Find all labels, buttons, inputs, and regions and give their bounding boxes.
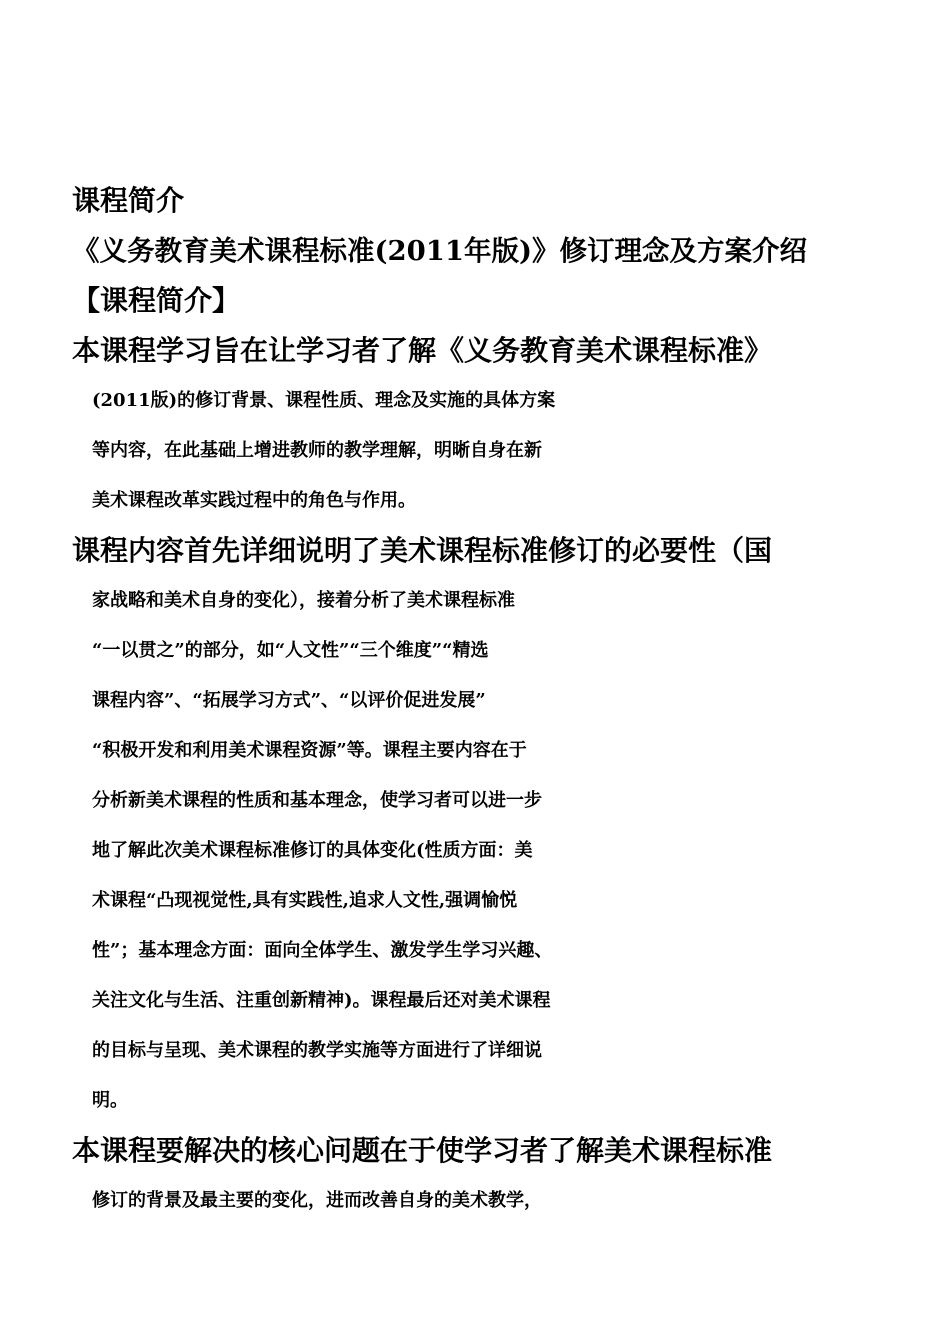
paragraph-content xyxy=(72,526,812,1126)
paragraph-line: 明。 xyxy=(92,1090,128,1111)
paragraph-line: 本课程要解决的核心问题在于使学习者了解美术课程标准 xyxy=(72,1134,773,1167)
paragraph-line: 分析新美术课程的性质和基本理念，使学习者可以进一步 xyxy=(92,790,542,811)
paragraph-line: 本课程学习旨在让学习者了解《义务教育美术课程标准》 xyxy=(72,334,773,367)
paragraph-line: 的目标与呈现、美术课程的教学实施等方面进行了详细说 xyxy=(92,1040,542,1061)
paragraph-line: 关注文化与生活、注重创新精神)。课程最后还对美术课程 xyxy=(92,990,551,1011)
paragraph-core-problem xyxy=(72,1126,812,1226)
paragraph-line: 等内容，在此基础上增进教师的教学理解，明晰自身在新 xyxy=(92,440,542,461)
paragraph-line: 性”；基本理念方面：面向全体学生、激发学生学习兴趣、 xyxy=(92,940,553,961)
paragraph-line: 课程内容首先详细说明了美术课程标准修订的必要性（国 xyxy=(72,534,773,567)
paragraph-line: “积极开发和利用美术课程资源”等。课程主要内容在于 xyxy=(92,740,527,761)
paragraph-line: 家战略和美术自身的变化），接着分析了美术课程标准 xyxy=(92,590,515,611)
paragraph-line: (2011版)的修订背景、课程性质、理念及实施的具体方案 xyxy=(92,390,556,411)
course-title: 《义务教育美术课程标准(2011年版)》修订理念及方案介绍 xyxy=(72,235,808,267)
paragraph-intro xyxy=(72,326,812,526)
document-body xyxy=(72,176,812,1226)
paragraph-line: 美术课程改革实践过程中的角色与作用。 xyxy=(92,490,416,511)
paragraph-line: 课程内容”、“拓展学习方式”、“以评价促进发展” xyxy=(92,690,486,711)
paragraph-line: 术课程“凸现视觉性,具有实践性,追求人文性,强调愉悦 xyxy=(92,890,518,911)
paragraph-line: 地了解此次美术课程标准修订的具体变化(性质方面：美 xyxy=(92,840,533,861)
paragraph-line: 修订的背景及最主要的变化，进而改善自身的美术教学， xyxy=(92,1190,542,1211)
paragraph-line: “一以贯之”的部分，如“人文性”“三个维度”“精选 xyxy=(92,640,489,661)
bracket-heading: 【课程简介】 xyxy=(72,284,241,317)
section-heading: 课程简介 xyxy=(72,184,185,217)
